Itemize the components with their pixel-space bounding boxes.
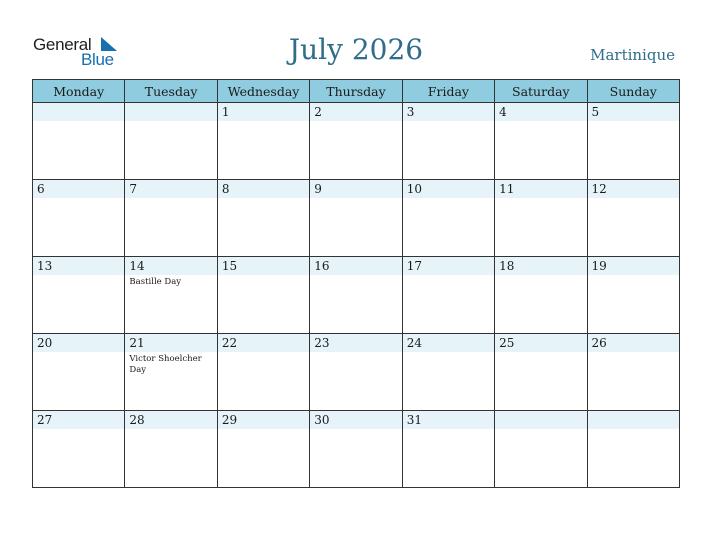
weekday-header: Saturday [495, 80, 587, 103]
calendar-grid [32, 79, 680, 488]
day-number: 2 [314, 105, 322, 119]
day-number: 4 [499, 105, 507, 119]
day-cell [310, 334, 402, 411]
day-number: 15 [221, 259, 238, 273]
week-row [33, 257, 680, 334]
weekday-header: Friday [402, 80, 494, 103]
day-number: 8 [221, 182, 230, 196]
week-row [33, 180, 680, 257]
day-header-band [310, 103, 401, 121]
weekday-header: Sunday [587, 80, 679, 103]
day-cell [33, 257, 125, 334]
day-header-band [125, 103, 216, 121]
logo-text-blue: Blue [81, 50, 114, 69]
day-header-band [33, 180, 124, 198]
week-row [33, 103, 680, 180]
week-row [33, 334, 680, 411]
day-cell [125, 103, 217, 180]
day-cell [125, 334, 217, 411]
day-header-band [218, 103, 309, 121]
day-number: 1 [221, 105, 230, 119]
day-cell [217, 257, 309, 334]
day-number: 26 [591, 336, 607, 350]
day-cell [495, 334, 587, 411]
day-number: 14 [129, 259, 145, 273]
week-row [33, 411, 680, 488]
day-number: 31 [406, 413, 422, 427]
day-cell [587, 411, 679, 488]
day-number: 11 [499, 182, 515, 196]
day-cell [310, 411, 402, 488]
day-number: 30 [314, 413, 330, 427]
day-number: 17 [406, 259, 422, 273]
day-cell [310, 180, 402, 257]
day-cell [125, 411, 217, 488]
day-number: 23 [314, 336, 330, 350]
day-number: 13 [37, 259, 53, 273]
day-cell [310, 103, 402, 180]
day-cell [587, 180, 679, 257]
weekday-header-row [33, 80, 680, 103]
day-header-band [310, 180, 401, 198]
page-title: July 2026 [288, 33, 424, 66]
day-cell [217, 180, 309, 257]
day-cell [402, 257, 494, 334]
day-cell [495, 103, 587, 180]
day-cell [495, 180, 587, 257]
day-number: 3 [406, 105, 415, 119]
day-header-band [495, 103, 586, 121]
day-header-band [218, 180, 309, 198]
day-cell [125, 180, 217, 257]
day-number: 20 [37, 336, 53, 350]
day-header-band [33, 103, 124, 121]
day-cell [402, 180, 494, 257]
day-number: 19 [591, 259, 607, 273]
day-number: 5 [591, 105, 600, 119]
day-number: 6 [37, 182, 45, 196]
day-number: 18 [499, 259, 515, 273]
day-number: 25 [499, 336, 515, 350]
day-header-band [588, 411, 679, 429]
day-number: 10 [406, 182, 422, 196]
day-number: 7 [129, 182, 138, 196]
holiday-label: Victor Shoelcher Day [129, 354, 202, 375]
day-cell [217, 334, 309, 411]
weekday-header: Thursday [310, 80, 402, 103]
holiday-label: Bastille Day [129, 277, 182, 287]
day-number: 22 [221, 336, 238, 350]
day-cell [495, 257, 587, 334]
weekday-header: Wednesday [217, 80, 309, 103]
day-cell [402, 103, 494, 180]
day-cell [310, 257, 402, 334]
day-cell [495, 411, 587, 488]
day-cell [33, 411, 125, 488]
day-number: 12 [591, 182, 607, 196]
region-label: Martinique [590, 46, 675, 64]
day-header-band [125, 180, 216, 198]
day-number: 24 [406, 336, 422, 350]
day-cell [125, 257, 217, 334]
day-number: 28 [129, 413, 145, 427]
day-cell [33, 180, 125, 257]
day-header-band [403, 103, 494, 121]
day-cell [33, 334, 125, 411]
weekday-header: Tuesday [125, 80, 217, 103]
day-header-band [588, 103, 679, 121]
day-cell [402, 411, 494, 488]
day-cell [217, 103, 309, 180]
day-header-band [495, 411, 586, 429]
day-cell [217, 411, 309, 488]
logo-text-general: General [33, 35, 92, 54]
day-cell [33, 103, 125, 180]
day-number: 9 [314, 182, 322, 196]
day-cell [587, 103, 679, 180]
weekday-header: Monday [33, 80, 125, 103]
day-cell [587, 257, 679, 334]
day-number: 16 [314, 259, 330, 273]
day-cell [402, 334, 494, 411]
day-number: 27 [37, 413, 53, 427]
day-number: 29 [221, 413, 238, 427]
day-cell [587, 334, 679, 411]
day-number: 21 [129, 336, 145, 350]
